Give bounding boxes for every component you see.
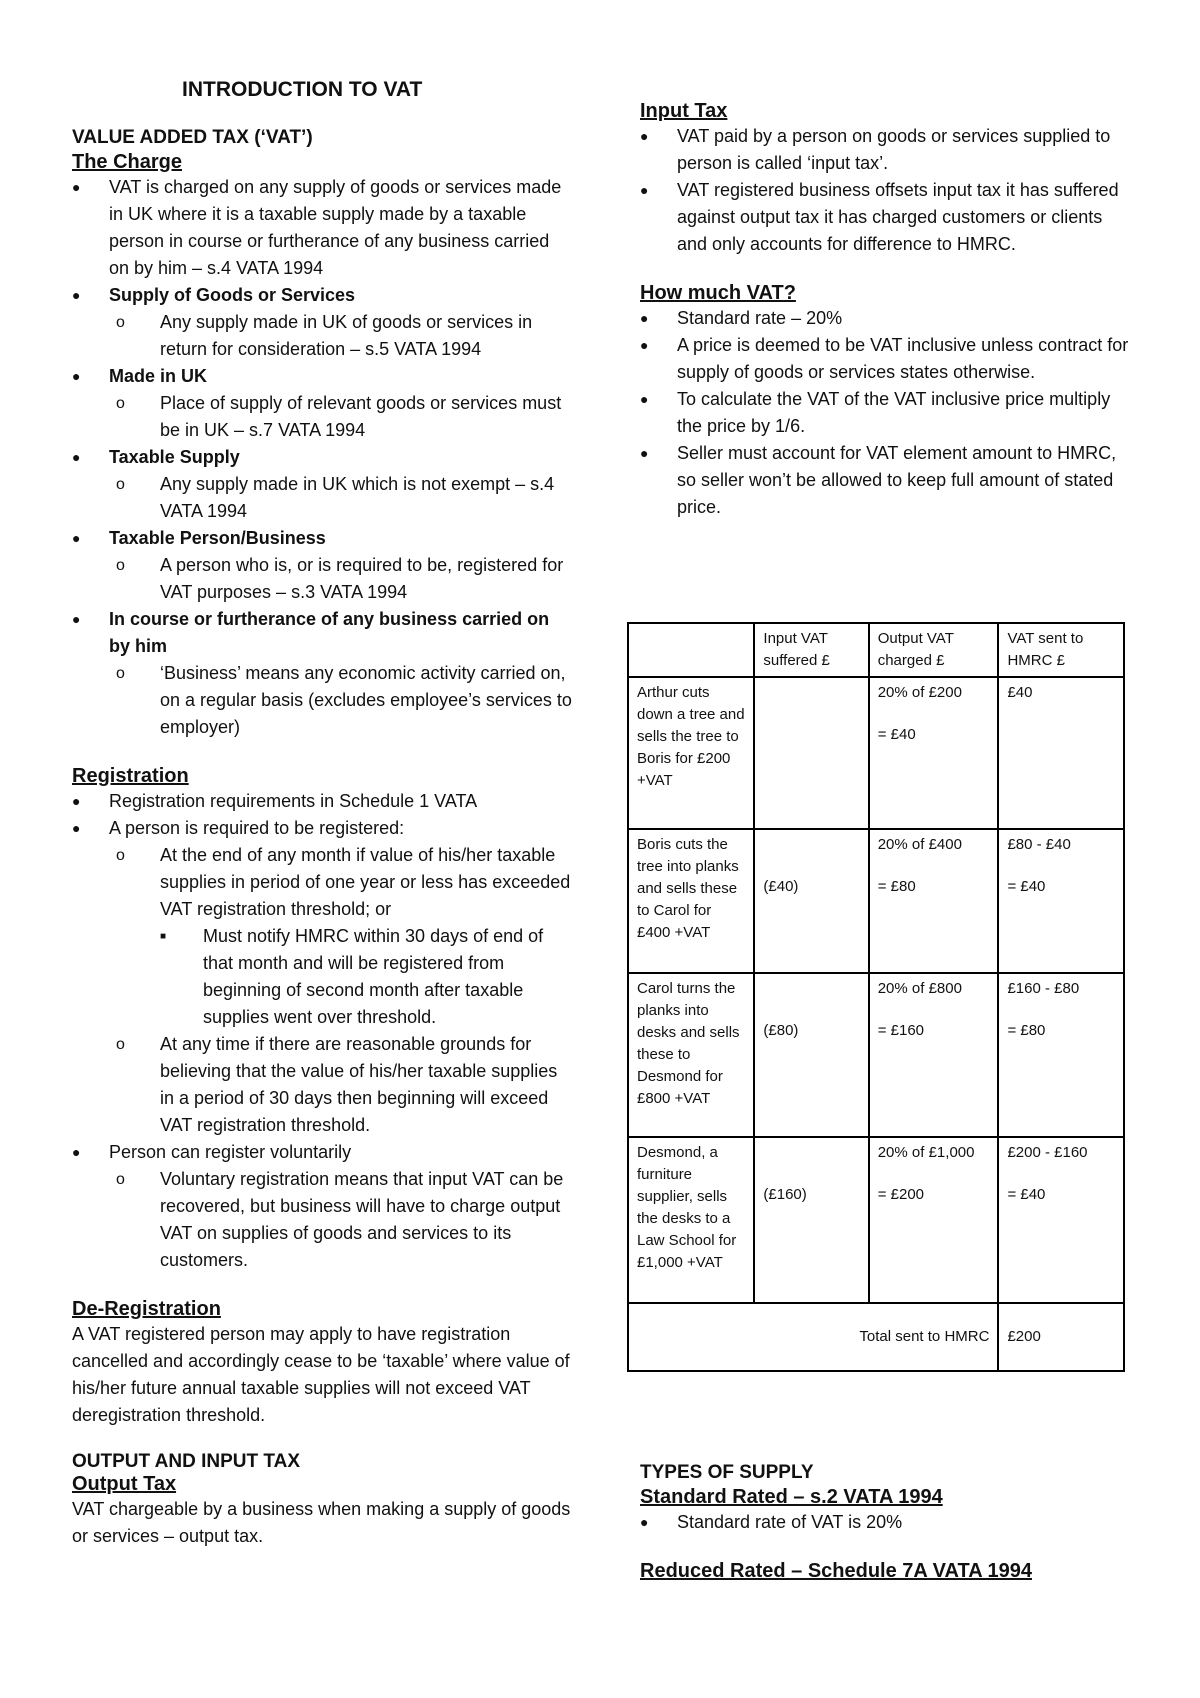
table-cell-vat-sent: [998, 1137, 1124, 1303]
list-item: [72, 525, 572, 552]
deregistration-heading: De-Registration: [72, 1298, 221, 1320]
list-item-text: Any supply made in UK which is not exempt – s.4 VATA 1994: [160, 474, 555, 521]
list-item-text: In course or furtherance of any business carried on by him: [109, 609, 550, 656]
list-item: o At any time if there are reasonable grounds for believing that the value of his/her taxable supplies in a period of 30 days then beginning will exceed VAT registration threshold.: [116, 1031, 572, 1139]
table-cell-input-vat: [754, 1137, 868, 1303]
list-item: [116, 471, 572, 525]
output-tax-heading: Output Tax: [72, 1473, 177, 1495]
list-item-text: Place of supply of relevant goods or services must be in UK – s.7 VATA 1994: [160, 393, 562, 440]
output-vat-calc: 20% of £400: [877, 836, 962, 853]
list-item: [72, 363, 572, 390]
circle-bullet-icon: o: [116, 476, 125, 493]
table-header-cell: Input VAT suffered £: [754, 623, 868, 677]
bullet-icon: ●: [72, 449, 81, 465]
list-item: [72, 444, 572, 471]
list-item: [640, 440, 1130, 521]
list-item: o Voluntary registration means that input VAT can be recovered, but business will have to charge output VAT on supplies of goods and services to its customers.: [116, 1166, 572, 1274]
list-item-text: Made in UK: [109, 366, 208, 386]
vat-heading: VALUE ADDED TAX (‘VAT’): [72, 127, 313, 148]
table-row: [628, 829, 1124, 973]
standard-list: [640, 1509, 1130, 1536]
table-cell-vat-sent: [998, 973, 1124, 1137]
registration-heading: Registration: [72, 765, 189, 787]
table-row: [628, 1137, 1124, 1303]
circle-bullet-icon: o: [116, 557, 125, 574]
circle-bullet-icon: o: [116, 847, 125, 864]
bullet-icon: ●: [640, 1514, 649, 1530]
bullet-icon: ●: [72, 179, 81, 195]
bullet-icon: ●: [640, 182, 649, 198]
output-vat-result: = £160: [877, 1022, 925, 1039]
circle-bullet-icon: o: [116, 314, 125, 331]
bullet-icon: ●: [640, 337, 649, 353]
standard-rated-heading: Standard Rated – s.2 VATA 1994: [640, 1486, 943, 1508]
bullet-icon: ●: [640, 128, 649, 144]
list-item-text: A price is deemed to be VAT inclusive unless contract for supply of goods or services states otherwise.: [677, 335, 1129, 382]
table-header-cell: Output VAT charged £: [869, 623, 999, 677]
input-tax-list: [640, 123, 1130, 258]
table-total-row: [628, 1303, 1124, 1371]
table-cell-description: Desmond, a furniture supplier, sells the desks to a Law School for £1,000 +VAT: [628, 1137, 754, 1303]
list-item: ● Person can register voluntarily: [72, 1139, 572, 1166]
list-item: [116, 660, 572, 741]
table-cell-vat-sent: [998, 677, 1124, 829]
circle-bullet-icon: o: [116, 1171, 125, 1188]
list-item: [116, 552, 572, 606]
table-cell-description: Arthur cuts down a tree and sells the tree to Boris for £200 +VAT: [628, 677, 754, 829]
table-cell-output-vat: [869, 677, 999, 829]
list-item: ■ Must notify HMRC within 30 days of end of that month and will be registered from beginning of second month after taxable supplies went over threshold.: [160, 923, 572, 1031]
how-much-list: [640, 305, 1130, 521]
vat-sent-calc: £40: [1007, 684, 1033, 701]
list-item: ● Registration requirements in Schedule 1 VATA: [72, 788, 572, 815]
list-item: o At the end of any month if value of his/her taxable supplies in period of one year or less has exceeded VAT registration threshold; or: [116, 842, 572, 923]
types-of-supply-section: [640, 1462, 1130, 1583]
table-cell-description: Carol turns the planks into desks and sells these to Desmond for £800 +VAT: [628, 973, 754, 1137]
list-item-text: Taxable Person/Business: [109, 528, 326, 548]
bullet-icon: ●: [640, 391, 649, 407]
vat-sent-calc: £160 - £80: [1007, 980, 1080, 997]
reduced-rated-heading: Reduced Rated – Schedule 7A VATA 1994: [640, 1560, 1032, 1582]
circle-bullet-icon: o: [116, 395, 125, 412]
list-item-text: VAT registered business offsets input tax it has suffered against output tax it has charged customers or clients and only accounts for difference to HMRC.: [677, 180, 1119, 254]
list-item: [72, 282, 572, 309]
table-header-row: [628, 623, 1124, 677]
registration-list: [72, 788, 572, 1274]
bullet-icon: ●: [640, 445, 649, 461]
bullet-icon: ●: [72, 287, 81, 303]
circle-bullet-icon: o: [116, 665, 125, 682]
right-column: [640, 0, 1130, 521]
types-heading: TYPES OF SUPPLY: [640, 1462, 814, 1483]
table-header-cell: [628, 623, 754, 677]
circle-bullet-icon: o: [116, 1036, 125, 1053]
list-item: [116, 309, 572, 363]
how-much-heading: How much VAT?: [640, 282, 796, 304]
table-cell-vat-sent: [998, 829, 1124, 973]
bullet-icon: ●: [72, 368, 81, 384]
square-bullet-icon: ■: [160, 931, 167, 942]
output-vat-calc: 20% of £800: [877, 980, 962, 997]
list-item-text: ‘Business’ means any economic activity carried on, on a regular basis (excludes employee’s services to employer): [160, 663, 572, 737]
list-item: [72, 174, 572, 282]
list-item: [640, 123, 1130, 177]
list-item-text: A person who is, or is required to be, registered for VAT purposes – s.3 VATA 1994: [160, 555, 564, 602]
charge-list: [72, 174, 572, 741]
bullet-icon: ●: [640, 310, 649, 326]
table-cell-output-vat: [869, 1137, 999, 1303]
bullet-icon: ●: [72, 1144, 81, 1160]
list-item: [640, 332, 1130, 386]
table-row: [628, 677, 1124, 829]
table-row: [628, 973, 1124, 1137]
input-vat-value: (£80): [763, 1022, 799, 1039]
left-column: [72, 0, 572, 1550]
table-header-cell: VAT sent to HMRC £: [998, 623, 1124, 677]
vat-sent-result: = £40: [1007, 1186, 1046, 1203]
table-cell-input-vat: [754, 677, 868, 829]
list-item: [640, 386, 1130, 440]
output-input-heading: OUTPUT AND INPUT TAX: [72, 1451, 300, 1472]
input-vat-value: (£160): [763, 1186, 807, 1203]
table-cell-output-vat: [869, 829, 999, 973]
list-item: ● Standard rate of VAT is 20%: [640, 1509, 1130, 1536]
list-item-text: Standard rate – 20%: [677, 308, 843, 328]
table-cell-description: Boris cuts the tree into planks and sells these to Carol for £400 +VAT: [628, 829, 754, 973]
list-item-text: Taxable Supply: [109, 447, 240, 467]
vat-chain-table: [627, 622, 1125, 1372]
output-tax-text: VAT chargeable by a business when making a supply of goods or services – output tax.: [72, 1499, 571, 1546]
bullet-icon: ●: [72, 820, 81, 836]
list-item: [640, 305, 1130, 332]
charge-heading: The Charge: [72, 151, 183, 173]
vat-sent-result: = £80: [1007, 1022, 1046, 1039]
output-vat-result: = £80: [877, 878, 916, 895]
vat-sent-calc: £200 - £160: [1007, 1144, 1088, 1161]
output-vat-calc: 20% of £1,000: [877, 1144, 975, 1161]
list-item: [640, 177, 1130, 258]
list-item: [72, 606, 572, 660]
list-item: ● A person is required to be registered:: [72, 815, 572, 842]
input-vat-value: (£40): [763, 878, 799, 895]
output-vat-result: = £200: [877, 1186, 925, 1203]
document-title: INTRODUCTION TO VAT: [182, 78, 423, 101]
list-item-text: Seller must account for VAT element amount to HMRC, so seller won’t be allowed to keep full amount of stated price.: [677, 443, 1117, 517]
list-item-text: Supply of Goods or Services: [109, 285, 356, 305]
bullet-icon: ●: [72, 793, 81, 809]
total-value: £200: [998, 1303, 1124, 1371]
bullet-icon: ●: [72, 611, 81, 627]
vat-sent-calc: £80 - £40: [1007, 836, 1071, 853]
list-item-text: VAT paid by a person on goods or services supplied to person is called ‘input tax’.: [677, 126, 1111, 173]
output-vat-result: = £40: [877, 726, 916, 743]
table-cell-input-vat: [754, 829, 868, 973]
table-cell-output-vat: [869, 973, 999, 1137]
list-item-text: To calculate the VAT of the VAT inclusive price multiply the price by 1/6.: [677, 389, 1111, 436]
bullet-icon: ●: [72, 530, 81, 546]
output-vat-calc: 20% of £200: [877, 684, 962, 701]
list-item: [116, 390, 572, 444]
input-tax-heading: Input Tax: [640, 100, 728, 122]
list-item-text: Any supply made in UK of goods or services in return for consideration – s.5 VATA 1994: [160, 312, 533, 359]
deregistration-text: A VAT registered person may apply to have registration cancelled and accordingly cease to be ‘taxable’ where value of his/her future annual taxable supplies will not exceed VAT deregistration threshold.: [72, 1324, 570, 1425]
vat-sent-result: = £40: [1007, 878, 1046, 895]
list-item-text: VAT is charged on any supply of goods or services made in UK where it is a taxable supply made by a taxable person in course or furtherance of any business carried on by him – s.4 VATA 1994: [109, 177, 562, 278]
total-label: Total sent to HMRC: [628, 1303, 998, 1371]
table-cell-input-vat: [754, 973, 868, 1137]
